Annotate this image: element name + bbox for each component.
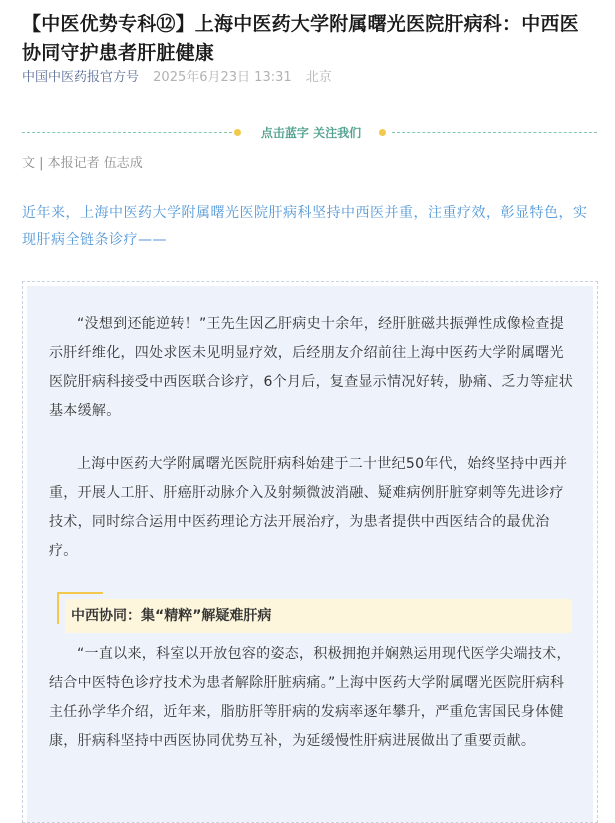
follow-prompt[interactable]: 点击蓝字 关注我们 — [260, 126, 362, 140]
section-heading — [57, 592, 572, 626]
body-paragraph: 上海中医药大学附属曙光医院肝病科始建于二十世纪50年代，始终坚持中西并重，开展人工肝、肝癌肝动脉介入及射频微波消融、疑难病例肝脏穿刺等先进诊疗技术，同时综合运用中医药理论方法开展治疗，为患者提供中西医结合的最优治疗。 — [49, 456, 568, 559]
byline: 文 | 本报记者 伍志成 — [22, 156, 143, 171]
dot-icon — [379, 129, 386, 136]
article-body-box — [22, 281, 598, 823]
account-name-link[interactable]: 中国中医药报官方号 — [22, 70, 140, 85]
article-meta — [22, 68, 332, 88]
dashed-divider-left — [22, 132, 232, 133]
article-body-background — [27, 286, 593, 822]
follow-banner[interactable] — [22, 124, 597, 142]
intro-lead: 近年来，上海中医药大学附属曙光医院肝病科坚持中西医并重，注重疗效，彰显特色，实现肝病全链条诊疗—— — [22, 205, 588, 248]
publish-date: 2025年6月23日 13:31 — [153, 70, 292, 85]
section-heading-label: 中西协同：集“精粹”解疑难肝病 — [71, 608, 272, 624]
dot-icon — [234, 129, 241, 136]
publish-location: 北京 — [305, 70, 332, 85]
body-paragraph: “没想到还能逆转！”王先生因乙肝病史十余年，经肝脏磁共振弹性成像检查提示肝纤维化，四处求医未见明显疗效，后经朋友介绍前往上海中医药大学附属曙光医院肝病科接受中西医联合诊疗，6个月后，复查显示情况好转，胁痛、乏力等症状基本缓解。 — [49, 316, 574, 419]
body-paragraph: “一直以来，科室以开放包容的姿态，积极拥抱并娴熟运用现代医学尖端技术，结合中医特色诊疗技术为患者解除肝脏病痛。”上海中医药大学附属曙光医院肝病科主任孙学华介绍，近年来，脂肪肝等肝病的发病率逐年攀升，严重危害国民身体健康，肝病科坚持中西医协同优势互补，为延缓慢性肝病进展做出了重要贡献。 — [49, 646, 571, 749]
dashed-divider-right — [392, 132, 597, 133]
article-title: 【中医优势专科⑫】上海中医药大学附属曙光医院肝病科：中西医协同守护患者肝脏健康 — [22, 13, 579, 64]
